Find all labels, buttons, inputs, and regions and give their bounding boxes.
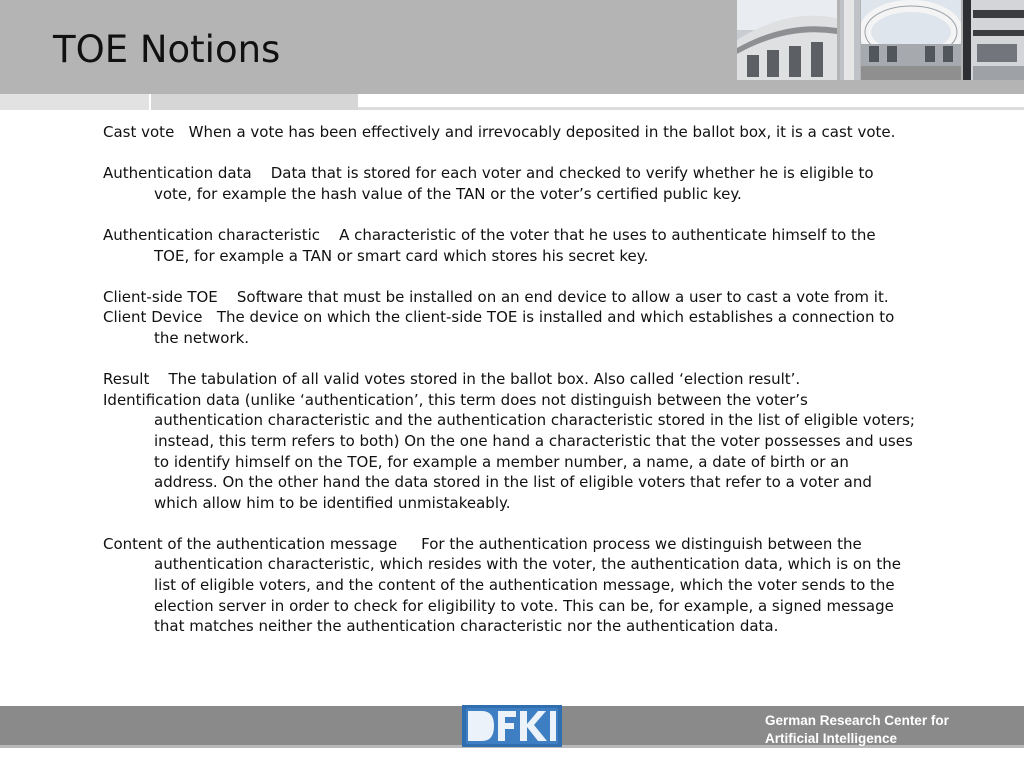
definition-entry <box>103 369 915 390</box>
building-corner-photo <box>963 0 1024 80</box>
definition-text: Data that is stored for each voter and checked to verify whether he is eligible to vote, for example the hash value of the TAN or the voter’s certified public key. <box>154 164 874 203</box>
definition-term: Client-side TOE <box>103 287 218 306</box>
definition-term: Result <box>103 370 150 389</box>
dfki-logo <box>462 705 562 747</box>
definition-text: (unlike ‘authentication’, this term does not distinguish between the voter’s authentication characteristic and the authentication characteristic stored in the list of eligible voters; instead, this term refers to both) On the one hand a characteristic that the voter possesses and uses to identify himself on the TOE, for example a member number, a name, a date of birth or an address. On the other hand the data stored in the list of eligible voters that refer to a voter and which allow him to be identified unmistakeably. <box>154 390 915 512</box>
definition-term: Cast vote <box>103 123 175 141</box>
definition-entry <box>103 163 915 204</box>
definition-entry <box>103 307 915 348</box>
definition-text: When a vote has been effectively and irrevocably deposited in the ballot box, it is a cast vote. <box>188 123 896 141</box>
definition-text: The device on which the client-side TOE is installed and which establishes a connection to the network. <box>154 308 895 347</box>
column-photo <box>840 0 860 80</box>
tab-divider-line <box>358 107 1024 110</box>
definition-entry <box>103 122 915 143</box>
organization-line-2: Artificial Intelligence <box>765 731 898 746</box>
definition-term: Content of the authentication message <box>103 534 398 553</box>
arch-photo <box>861 0 961 80</box>
building-photo <box>737 0 837 80</box>
definition-term: Authentication characteristic <box>103 225 320 244</box>
organization-name <box>765 712 949 748</box>
organization-line-1: German Research Center for <box>765 713 949 728</box>
definition-text: The tabulation of all valid votes stored in the ballot box. Also called ‘election result’. <box>168 370 801 389</box>
tab-block-left <box>0 94 149 110</box>
definition-entry <box>103 225 915 266</box>
header-photos <box>737 0 1024 80</box>
tab-block-middle <box>151 94 358 110</box>
definition-text: For the authentication process we distinguish between the authentication characteristic, which resides with the voter, the authentication data, which is on the list of eligible voters, and the content of the authentication message, which the voter sends to the election server in order to check for eligibility to vote. This can be, for example, a signed message that matches neither the authentication characteristic nor the authentication data. <box>154 534 901 636</box>
definition-text: Software that must be installed on an end device to allow a user to cast a vote from it. <box>236 287 889 306</box>
header-tab-strip <box>0 94 1024 110</box>
definition-entry <box>103 390 915 514</box>
definition-term: Client Device <box>103 308 203 327</box>
definition-entry <box>103 287 915 308</box>
definition-term: Identification data <box>103 390 240 409</box>
definition-entry <box>103 534 915 637</box>
slide-title: TOE Notions <box>53 28 281 71</box>
definitions-list <box>103 122 915 637</box>
definition-term: Authentication data <box>103 164 252 183</box>
definition-text: A characteristic of the voter that he uses to authenticate himself to the TOE, for example a TAN or smart card which stores his secret key. <box>154 225 876 265</box>
